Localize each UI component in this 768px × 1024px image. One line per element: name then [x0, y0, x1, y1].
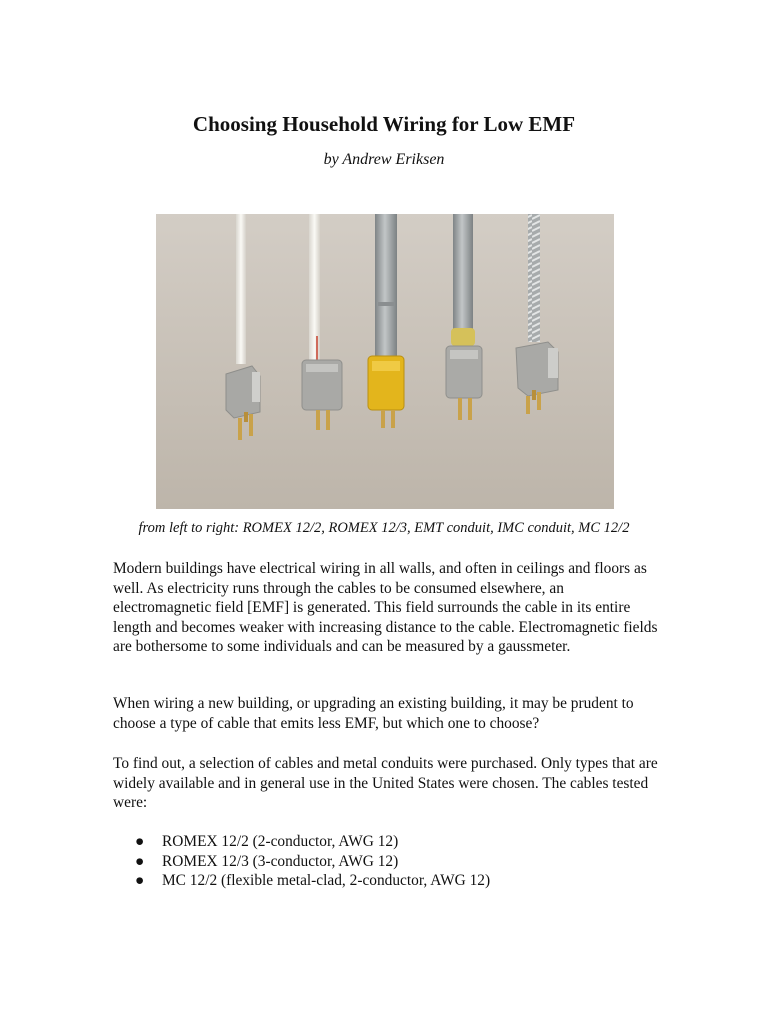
- list-item: [113, 871, 658, 891]
- bullet-icon: ●: [135, 833, 145, 850]
- list-item-text: ROMEX 12/3 (3-conductor, AWG 12): [162, 852, 399, 870]
- list-item: [113, 832, 658, 852]
- author-byline: by Andrew Eriksen: [323, 151, 445, 168]
- list-item-text: MC 12/2 (flexible metal-clad, 2-conductor, AWG 12): [162, 872, 491, 890]
- paragraph-question: When wiring a new building, or upgrading an existing building, it may be prudent to choose a type of cable that emits less EMF, but which one to choose?: [113, 695, 634, 732]
- document-title: Choosing Household Wiring for Low EMF: [192, 112, 576, 136]
- cables-photo: [156, 214, 614, 509]
- list-item: [113, 852, 658, 872]
- paragraph-intro: Modern buildings have electrical wiring in all walls, and often in ceilings and floors as well. As electricity runs through the cables to be consumed elsewhere, an electromagnetic field [EMF] is generated. This field surrounds the cable in its entire length and becomes weaker with increasing distance to the cable. Electromagnetic fields are bothersome to some individuals and can be measured by a gaussmeter.: [113, 560, 658, 656]
- paragraph-method: To find out, a selection of cables and metal conduits were purchased. Only types that are widely available and in general use in the United States were chosen. The cables tested were:: [113, 755, 658, 812]
- bullet-icon: ●: [135, 852, 145, 870]
- cable-list: [113, 832, 658, 891]
- list-item-text: ROMEX 12/2 (2-conductor, AWG 12): [162, 833, 399, 850]
- bullet-icon: ●: [135, 872, 145, 890]
- photo-caption: from left to right: ROMEX 12/2, ROMEX 12/3, EMT conduit, IMC conduit, MC 12/2: [138, 520, 630, 536]
